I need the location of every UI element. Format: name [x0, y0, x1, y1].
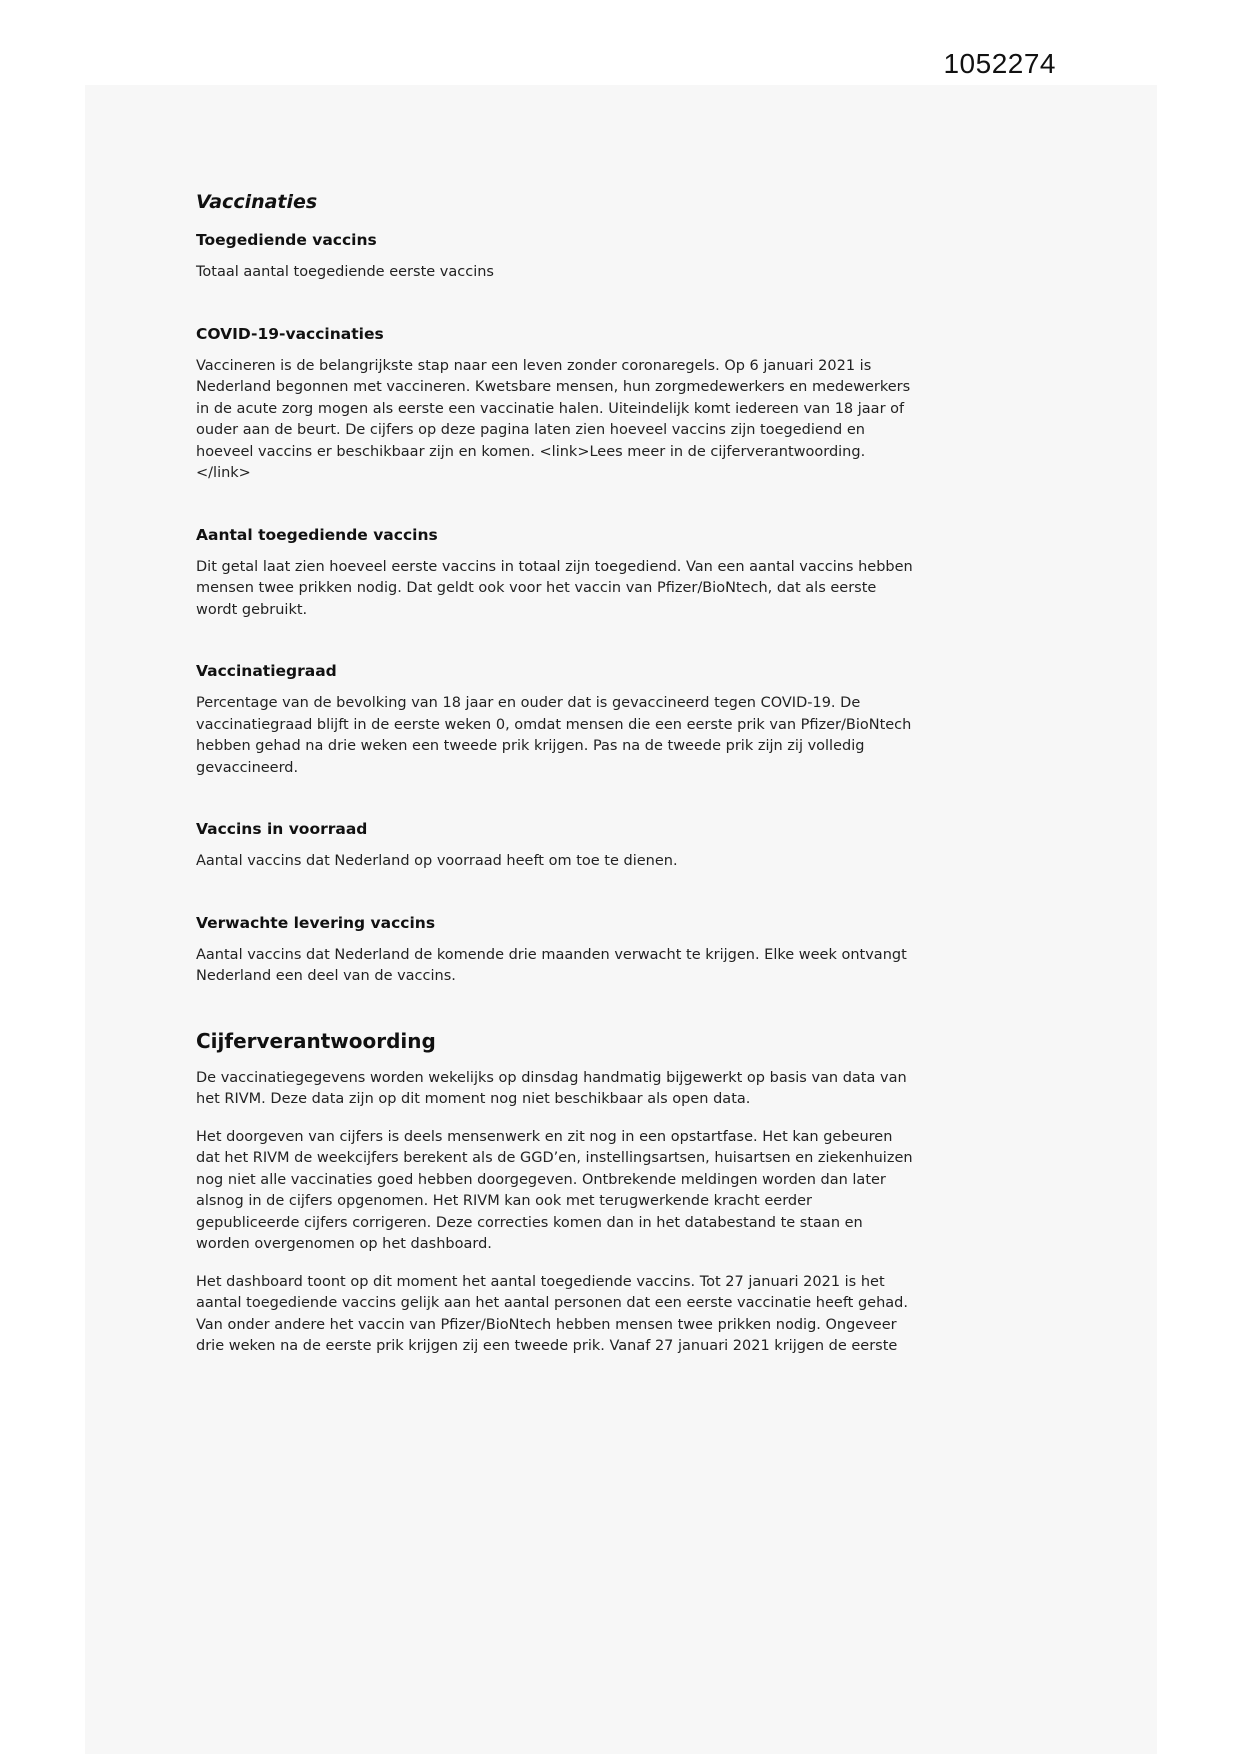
document-content: [196, 190, 918, 1358]
section-paragraph: Vaccineren is de belangrijkste stap naar een leven zonder coronaregels. Op 6 januari 2021 is Nederland begonnen met vaccineren. Kwetsbare mensen, hun zorgmedewerkers en medewerkers in de acute zorg mogen als eerste een vaccinatie halen. Uiteindelijk komt iedereen van 18 jaar of ouder aan de beurt. De cijfers op deze pagina laten zien hoeveel vaccins zijn toegediend en hoeveel vaccins er beschikbaar zijn en komen. <link>Lees meer in de cijferverantwoording.</link>: [196, 357, 911, 481]
section-heading: Verwachte levering vaccins: [196, 913, 436, 932]
section-toegediende-vaccins: [196, 230, 918, 284]
cijferverantwoording-paragraph: Het dashboard toont op dit moment het aantal toegediende vaccins. Tot 27 januari 2021 is het aantal toegediende vaccins gelijk aan het aantal personen dat een eerste vaccinatie heeft gehad. Van onder andere het vaccin van Pfizer/BioNtech hebben mensen twee prikken nodig. Ongeveer drie weken na de eerste prik krijgen zij een tweede prik. Vanaf 27 januari 2021 krijgen de eerste: [196, 1273, 908, 1354]
section-paragraph: Totaal aantal toegediende eerste vaccins: [196, 264, 494, 280]
section-heading: COVID-19-vaccinaties: [196, 324, 384, 343]
section-paragraph: Aantal vaccins dat Nederland de komende drie maanden verwacht te krijgen. Elke week ontvangt Nederland een deel van de vaccins.: [196, 946, 907, 984]
section-vaccinatiegraad: [196, 661, 918, 779]
cijferverantwoording-heading: Cijferverantwoording: [196, 1028, 436, 1053]
section-aantal-toegediende-vaccins: [196, 525, 918, 622]
section-verwachte-levering-vaccins: [196, 913, 918, 988]
page-number: 1052274: [943, 48, 1056, 79]
section-heading: Vaccinatiegraad: [196, 662, 337, 680]
section-vaccins-in-voorraad: [196, 819, 918, 873]
document-title: Vaccinaties: [196, 191, 318, 213]
section-heading: Toegediende vaccins: [196, 231, 377, 249]
section-heading: Vaccins in voorraad: [196, 820, 368, 838]
section-heading: Aantal toegediende vaccins: [196, 525, 438, 544]
section-paragraph: Aantal vaccins dat Nederland op voorraad heeft om toe te dienen.: [196, 853, 678, 869]
section-paragraph: Percentage van de bevolking van 18 jaar en ouder dat is gevaccineerd tegen COVID-19. De vaccinatiegraad blijft in de eerste weken 0, omdat mensen die een eerste prik van Pfizer/BioNtech hebben gehad na drie weken een tweede prik krijgen. Pas na de tweede prik zijn zij volledig gevaccineerd.: [196, 695, 912, 776]
section-covid-19-vaccinaties: [196, 324, 918, 485]
cijferverantwoording-paragraph: De vaccinatiegegevens worden wekelijks op dinsdag handmatig bijgewerkt op basis van data van het RIVM. Deze data zijn op dit moment nog niet beschikbaar als open data.: [196, 1069, 907, 1107]
cijferverantwoording-paragraph: Het doorgeven van cijfers is deels mensenwerk en zit nog in een opstartfase. Het kan gebeuren dat het RIVM de weekcijfers berekent als de GGD’en, instellingsartsen, huisartsen en ziekenhuizen nog niet alle vaccinaties goed hebben doorgegeven. Ontbrekende meldingen worden dan later alsnog in de cijfers opgenomen. Het RIVM kan ook met terugwerkende kracht eerder gepubliceerde cijfers corrigeren. Deze correcties komen dan in het databestand te staan en worden overgenomen op het dashboard.: [196, 1128, 913, 1252]
section-paragraph: Dit getal laat zien hoeveel eerste vaccins in totaal zijn toegediend. Van een aantal vaccins hebben mensen twee prikken nodig. Dat geldt ook voor het vaccin van Pfizer/BioNtech, dat als eerste wordt gebruikt.: [196, 558, 913, 618]
